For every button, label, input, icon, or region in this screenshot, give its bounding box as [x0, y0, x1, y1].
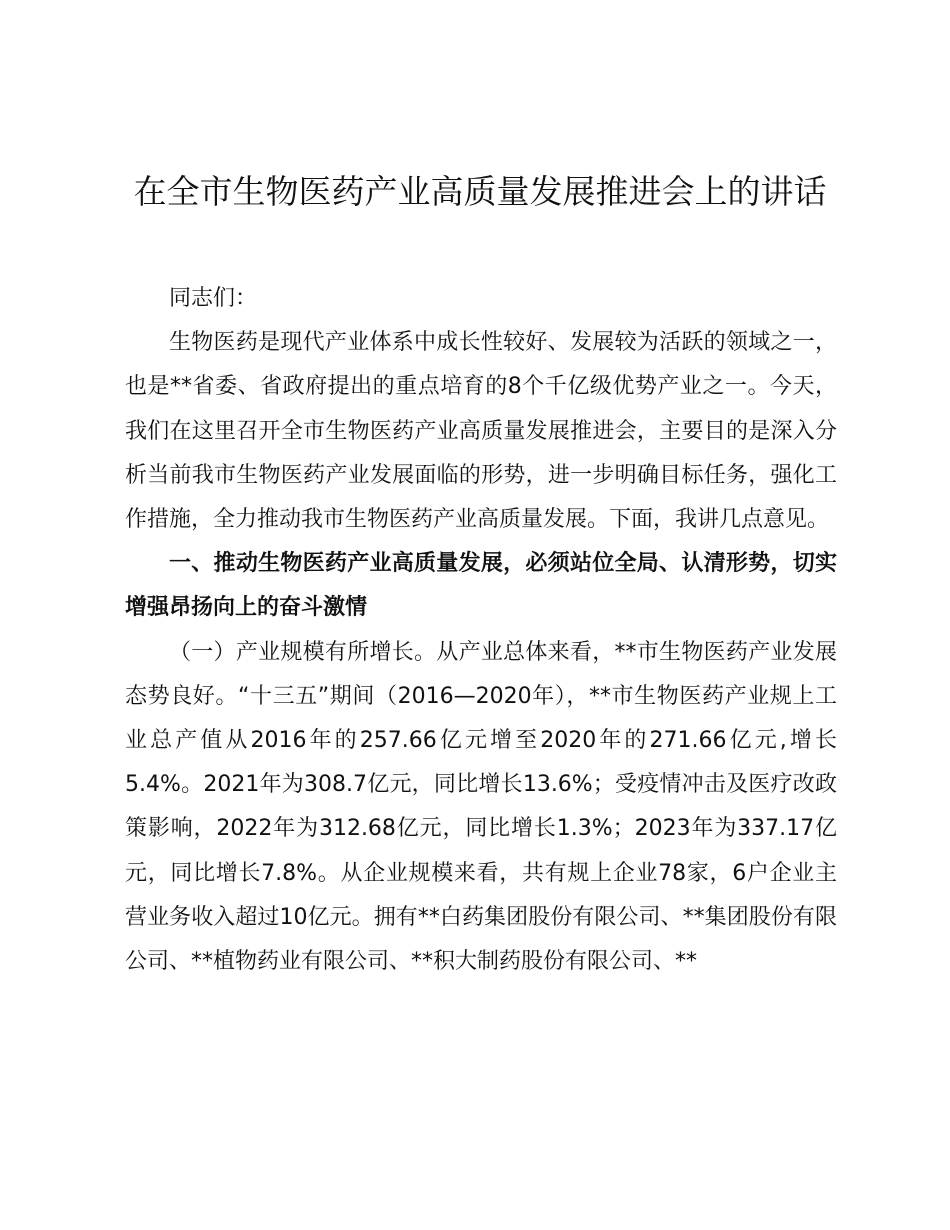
intro-paragraph: 生物医药是现代产业体系中成长性较好、发展较为活跃的领域之一，也是**省委、省政府提出的重点培育的8个千亿级优势产业之一。今天，我们在这里召开全市生物医药产业高质量发展推进会，主要目的是深入分析当前我市生物医药产业发展面临的形势，进一步明确目标任务，强化工作措施，全力推动我市生物医药产业高质量发展。下面，我讲几点意见。: [125, 330, 837, 533]
document-body: [125, 277, 837, 984]
salutation: 同志们：: [169, 286, 258, 311]
document-title: 在全市生物医药产业高质量发展推进会上的讲话: [133, 172, 827, 211]
section-heading: 一、推动生物医药产业高质量发展，必须站位全局、认清形势，切实增强昂扬向上的奋斗激情: [125, 551, 837, 621]
subsection-paragraph: （一）产业规模有所增长。从产业总体来看，**市生物医药产业发展态势良好。“十三五”期间（2016—2020年），**市生物医药产业规上工业总产值从2016年的257.66亿元增至2020年的271.66亿元,增长5.4%。2021年为308.7亿元，同比增长13.6%；受疫情冲击及医疗改政策影响，2022年为312.68亿元，同比增长1.3%；2023年为337.17亿元，同比增长7.8%。从企业规模来看，共有规上企业78家，6户企业主营业务收入超过10亿元。拥有**白药集团股份有限公司、**集团股份有限公司、**植物药业有限公司、**积大制药股份有限公司、**: [125, 639, 837, 975]
